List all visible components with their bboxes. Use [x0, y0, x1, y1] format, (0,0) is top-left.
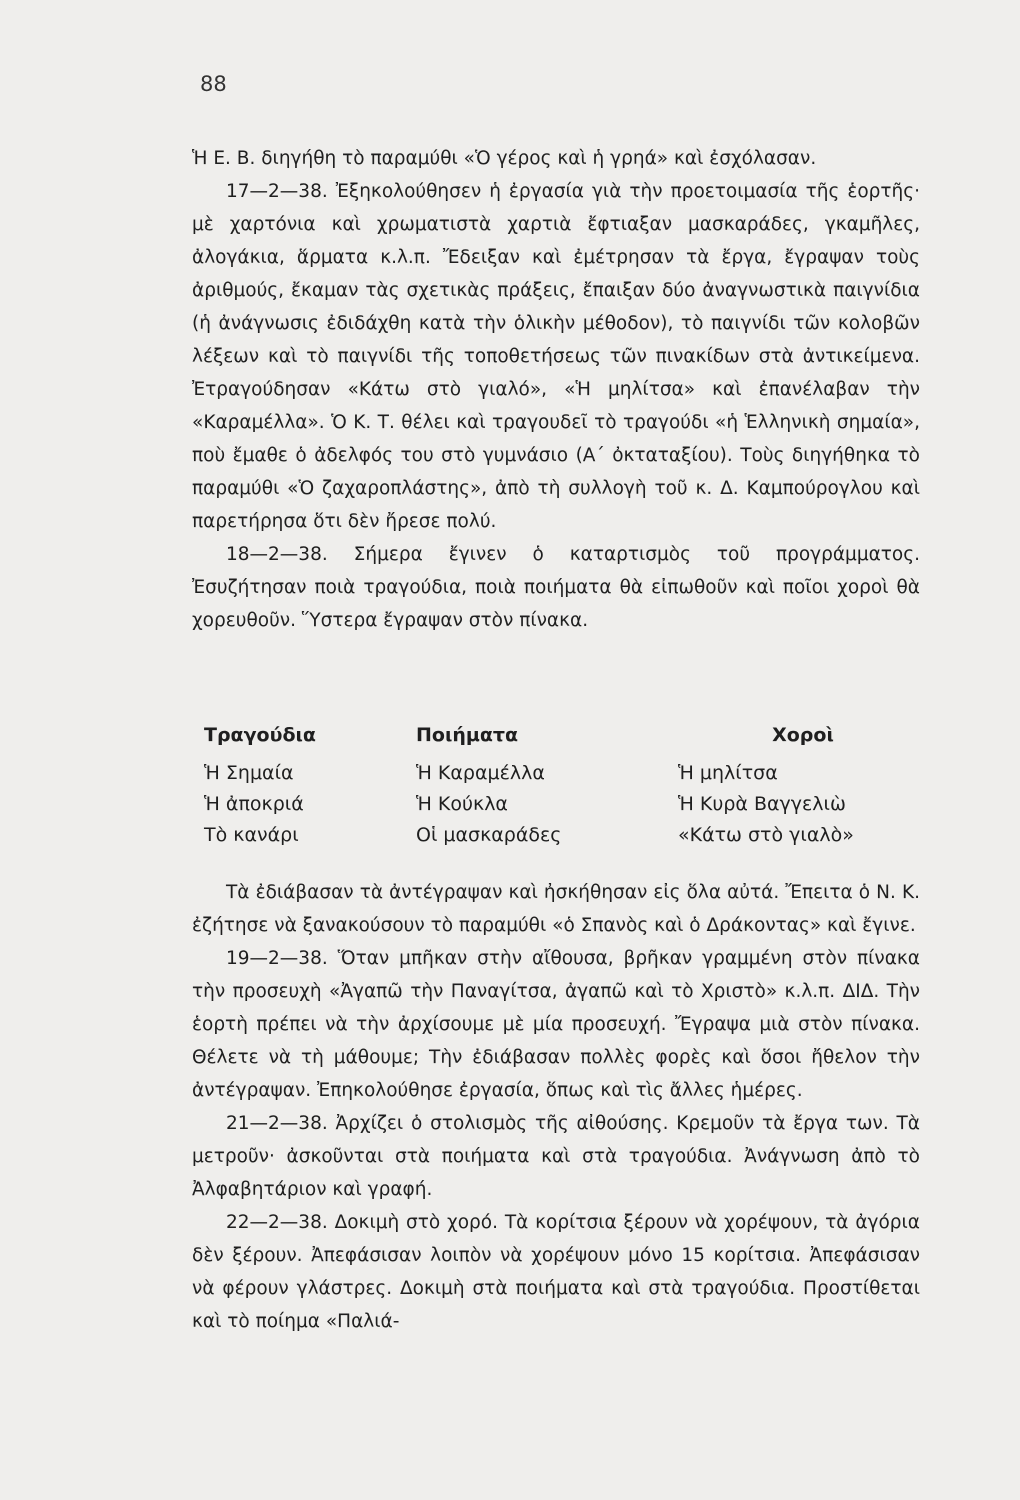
table-cell: «Κάτω στὸ γιαλὸ» [678, 824, 854, 846]
paragraph: 17—2—38. Ἐξηκολούθησεν ἡ ἐργασία γιὰ τὴν προετοιμασία τῆς ἑορτῆς· μὲ χαρτόνια καὶ χρωματιστὰ χαρτιὰ ἔφτιαξαν μασκαράδες, γκαμῆλες, ἀλογάκια, ἅρματα κ.λ.π. Ἔδειξαν καὶ ἐμέτρησαν τὰ ἔργα, ἔγραψαν τοὺς ἀριθμούς, ἔκαμαν τὰς σχετικὰς πράξεις, ἔπαιξαν δύο ἀναγνωστικὰ παιγνίδια (ἡ ἀνάγνωσις ἐδιδάχθη κατὰ τὴν ὁλικὴν μέθοδον), τὸ παιγνίδι τῶν κολοβῶν λέξεων καὶ τὸ παιγνίδι τῆς τοποθετήσεως τῶν πινακίδων στὰ ἀντικείμενα. Ἐτραγούδησαν «Κάτω στὸ γιαλό», «Ἡ μηλίτσα» καὶ ἐπανέλαβαν τὴν «Καραμέλλα». Ὁ Κ. Τ. θέλει καὶ τραγουδεῖ τὸ τραγούδι «ἡ Ἑλληνικὴ σημαία», ποὺ ἔμαθε ὁ ἀδελφός του στὸ γυμνάσιο (Α΄ ὀκταταξίου). Τοὺς διηγήθηκα τὸ παραμύθι «Ὁ ζαχαροπλάστης», ἀπὸ τὴ συλλογὴ τοῦ κ. Δ. Καμπούρογλου καὶ παρετήρησα ὅτι δὲν ἤρεσε πολύ. [192, 181, 920, 532]
table-header-songs: Τραγούδια [204, 724, 316, 746]
paragraph: 22—2—38. Δοκιμὴ στὸ χορό. Τὰ κορίτσια ξέρουν νὰ χορέψουν, τὰ ἀγόρια δὲν ξέρουν. Ἀπεφάσισαν λοιπὸν νὰ χορέψουν μόνο 15 κορίτσια. Ἀπεφάσισαν νὰ φέρουν γλάστρες. Δοκιμὴ στὰ ποιήματα καὶ στὰ τραγούδια. Προστίθεται καὶ τὸ ποίημα «Παλιά- [192, 1212, 920, 1332]
table-cell: Ἡ Κούκλα [416, 793, 508, 815]
table-cell: Τὸ κανάρι [204, 824, 299, 846]
table-cell: Ἡ Καραμέλλα [416, 762, 545, 784]
paragraph: 21—2—38. Ἀρχίζει ὁ στολισμὸς τῆς αἰθούσης. Κρεμοῦν τὰ ἔργα των. Τὰ μετροῦν· ἀσκοῦνται στὰ ποιήματα καὶ στὰ τραγούδια. Ἀνάγνωση ἀπὸ τὸ Ἀλφαβητάριον καὶ γραφή. [192, 1113, 920, 1200]
paragraph: Ἡ Ε. Β. διηγήθη τὸ παραμύθι «Ὁ γέρος καὶ ἡ γρηά» καὶ ἐσχόλασαν. [192, 148, 817, 169]
table-row [204, 824, 928, 855]
table-cell: Ἡ Σημαία [204, 762, 294, 784]
paragraph: Τὰ ἐδιάβασαν τὰ ἀντέγραψαν καὶ ἠσκήθησαν εἰς ὅλα αὐτά. Ἔπειτα ὁ Ν. Κ. ἐζήτησε νὰ ξανακούσουν τὸ παραμύθι «ὁ Σπανὸς καὶ ὁ Δράκοντας» καὶ ἔγινε. [192, 882, 920, 936]
table-row [204, 762, 928, 793]
paragraph: 18—2—38. Σήμερα ἔγινεν ὁ καταρτισμὸς τοῦ προγράμματος. Ἐσυζήτησαν ποιὰ τραγούδια, ποιὰ ποιήματα θὰ εἰπωθοῦν καὶ ποῖοι χοροὶ θὰ χορευθοῦν. Ὕστερα ἔγραψαν στὸν πίνακα. [192, 544, 920, 631]
table-cell: Ἡ Κυρὰ Βαγγελιὼ [678, 793, 846, 815]
table-header-dances: Χοροὶ [772, 724, 834, 746]
table-header-poems: Ποιήματα [416, 724, 519, 746]
paragraph: 19—2—38. Ὅταν μπῆκαν στὴν αἴθουσα, βρῆκαν γραμμένη στὸν πίνακα τὴν προσευχὴ «Ἀγαπῶ τὴν Παναγίτσα, ἀγαπῶ καὶ τὸ Χριστὸ» κ.λ.π. ΔΙΔ. Τὴν ἑορτὴ πρέπει νὰ τὴν ἀρχίσουμε μὲ μία προσευχή. Ἔγραψα μιὰ στὸν πίνακα. Θέλετε νὰ τὴ μάθουμε; Τὴν ἐδιάβασαν πολλὲς φορὲς καὶ ὅσοι ἤθελον τὴν ἀντέγραψαν. Ἐπηκολούθησε ἐργασία, ὅπως καὶ τὶς ἄλλες ἡμέρες. [192, 948, 920, 1101]
table-row [204, 793, 928, 824]
table-cell: Ἡ ἀποκριά [204, 793, 304, 815]
table-cell: Ἡ μηλίτσα [678, 762, 778, 784]
body-text-bottom [192, 876, 920, 1338]
body-text-top [192, 142, 920, 637]
page-number: 88 [200, 72, 227, 96]
table-cell: Οἱ μασκαράδες [416, 824, 562, 846]
program-table [204, 724, 928, 855]
table-header-row [204, 724, 928, 762]
